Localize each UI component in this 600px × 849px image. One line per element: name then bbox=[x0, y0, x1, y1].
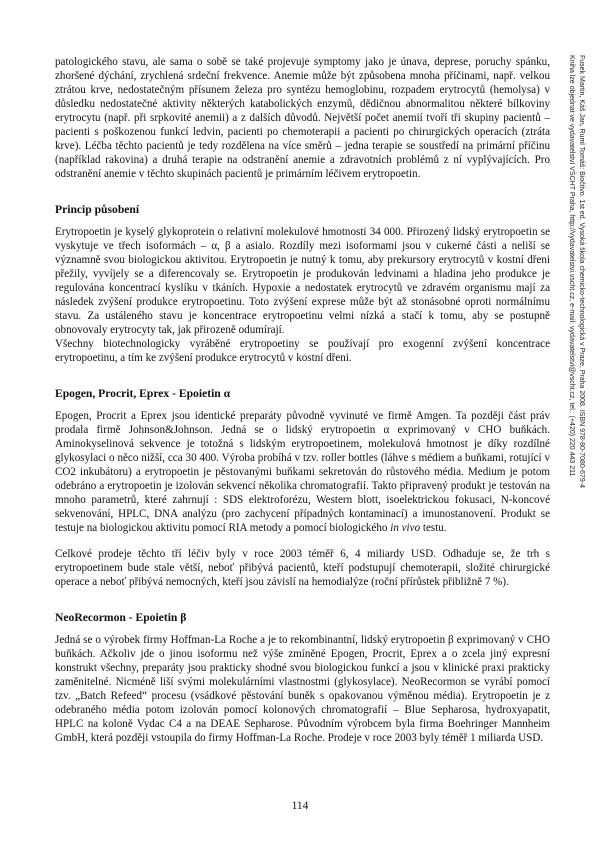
heading-neorecormon: NeoRecormon - Epoietin β bbox=[55, 611, 187, 624]
document-page bbox=[55, 55, 550, 745]
citation-text bbox=[566, 55, 586, 655]
paragraph-epogen-description bbox=[55, 409, 550, 535]
citation-sidebar bbox=[560, 55, 588, 655]
paragraph-neorecormon-description: Jedná se o výrobek firmy Hoffman-La Roche a je to rekombinantní, lidský erytropoetin β exprimovaný v CHO buňkách. Ačkoliv jde o jinou isoformu než výše zmíněné Epogen, Procrit, Eprex a o zcela jiný expresní konstrukt všechny, preparáty jsou prakticky shodné svou biologickou funkcí a jsou v klinické praxi prakticky zaměnitelné. Nicméně liší svými molekulárními vlastnostmi (glykosylace). NeoRecormon se vyrábí pomocí tzv. „Batch Refeed“ procesu (vsádkové pěstování buněk s opakovanou výměnou média). Erytropoetin je z odebraného média potom izolován pomocí kolonových chromatografií – Blue Sepharosa, hydroxyapatit, HPLC na koloně Vydac C4 a na DEAE Sepharose. Původním výrobcem byla firma Boehringer Mannheim GmbH, která později vstoupila do firmy Hoffman-La Roche. Prodeje v roce 2003 byly téměř 1 miliarda USD. bbox=[55, 634, 550, 744]
paragraph-sales: Celkové prodeje těchto tří léčiv byly v roce 2003 téměř 6, 4 miliardy USD. Odhaduje se, že trh s erytropoetinem bude stale větší, neboť přibývá pacientů, kteří podstupují chemoterapii, složité chirurgické operace a neboť přibývá nemocných, kteří jsou závislí na hemodialýze (roční přírůstek přibližně 7 %). bbox=[55, 548, 550, 588]
in-vivo-italic: in vivo bbox=[390, 522, 421, 534]
heading-epogen-procrit-eprex: Epogen, Procrit, Eprex - Epoietin α bbox=[55, 387, 231, 400]
page-number: 114 bbox=[291, 800, 309, 812]
heading-princip-pusobeni: Princip působení bbox=[55, 203, 140, 216]
citation-line-1: Fusek Martin, Káš Jan, Ruml Tomáš: Biočtivo. 1st ed. Vysoká škola chemicko-technologická v Praze, Praha 2008. ISBN 978-80-7080-679-4 bbox=[578, 55, 585, 489]
paragraph-epogen-text: Epogen, Procrit a Eprex jsou identické preparáty původně vyvinuté ve firmě Amgen. Ta později část práv prodala firmě Johnson&Johnson. Jedná se o lidský erytropoetin α exprimovaný v CHO buňkách. Aminokyselinová sekvence je totožná s lidským erytropoetinem, molekulová hmotnost je díky rozdílné glykosylaci o něco nižší, cca 30 400. Výroba probíhá v tzv. roller bottles (láhve s médiem a buňkami, rotující v CO2 inkubátoru) a erytropoetin je pěstovanými buňkami sekretován do růstového média. Medium je potom odebráno a erytropoetin je izolován sekvencí několika chromatografií. Takto připravený produkt je testován na mnoho parametrů, které zahrnují : SDS elektroforézu, Western blott, isoelektrickou fokusaci, N-koncové sekvenování, HPLC, DNA analýzu (pro zachycení případných kontaminací) a imunostanovení. Produkt se testuje na biologickou aktivitu pomocí RIA metody a pomocí biologického bbox=[55, 410, 550, 534]
paragraph-erytropoetin-definition: Erytropoetin je kyselý glykoprotein o relativní molekulové hmotnosti 34 000. Přirozený lidský erytropoetin se vyskytuje ve třech isoformách – α, β a asialo. Rozdíly mezi isoformami jsou v cukerné části a neliší se významně svou biologickou aktivitou. Erytropoetin je nutný k tomu, aby prekursory erytrocytů v kostní dřeni přežily, vyvíjely se a diferencovaly se. Erytropoetin je produkován ledvinami a hladina jeho produkce je regulována koncentrací kyslíku v tkáních. Hypoxie a nedostatek erytrocytů ve zdravém organismu mají za následek zvýšení produkce erytropoetinu. Toto zvýšení exprese může být až stonásobné oproti normálnímu stavu. Za ustáleného stavu je koncentrace erytropoetinu velmi nízká a stačí k tomu, aby se postupně obnovovaly erytrocyty tak, jak přirozeně odumírají. bbox=[55, 226, 550, 336]
paragraph-epogen-end: testu. bbox=[420, 522, 447, 534]
paragraph-biotech-erytropoetiny: Všechny biotechnologicky vyráběné erytropoetiny se používají pro exogenní zvýšení koncentrace erytropoetinu, a tím ke zvýšení produkce erytrocytů v kostní dřeni. bbox=[55, 338, 550, 364]
paragraph-anemia-causes: patologického stavu, ale sama o sobě se také projevuje symptomy jako je únava, deprese, poruchy spánku, zhoršené dýchání, zrychlená srdeční frekvence. Anemie může být způsobena mnoha příčinami, např. velkou ztrátou krve, nedostatečným přísunem železa pro syntézu hemoglobinu, rozpadem erytrocytů (hemolysa) v důsledku nedostatečné aktivity některých katabolických enzymů, dědičnou abnormalitou některé bílkoviny erytrocytu (např. při srpkovité anemii) a z dalších důvodů. Největší počet anemií tvoří tři skupiny pacientů – pacienti s poškozenou funkcí ledvin, pacienti po chemoterapii a pacienti po chirurgických operacích (ztráta krve). Léčba těchto pacientů je tedy rozdělena na více směrů – jedna terapie se soustředí na primární příčinu (například rakovina) a druhá terapie na odstranění anemie a zdravotních problémů z ní vyplývajících. Pro odstranění anemie v těchto skupinách pacientů je primárním léčivem erytropoetin. bbox=[55, 56, 550, 180]
citation-line-2: Kniha lze objednat ve vydavatelství VŠCHT Praha, http://vydavatelstvi.vscht.cz, e-mail: vydavatelstvi@vscht.cz, tel.: (+420) 220 443 211 bbox=[568, 55, 575, 477]
